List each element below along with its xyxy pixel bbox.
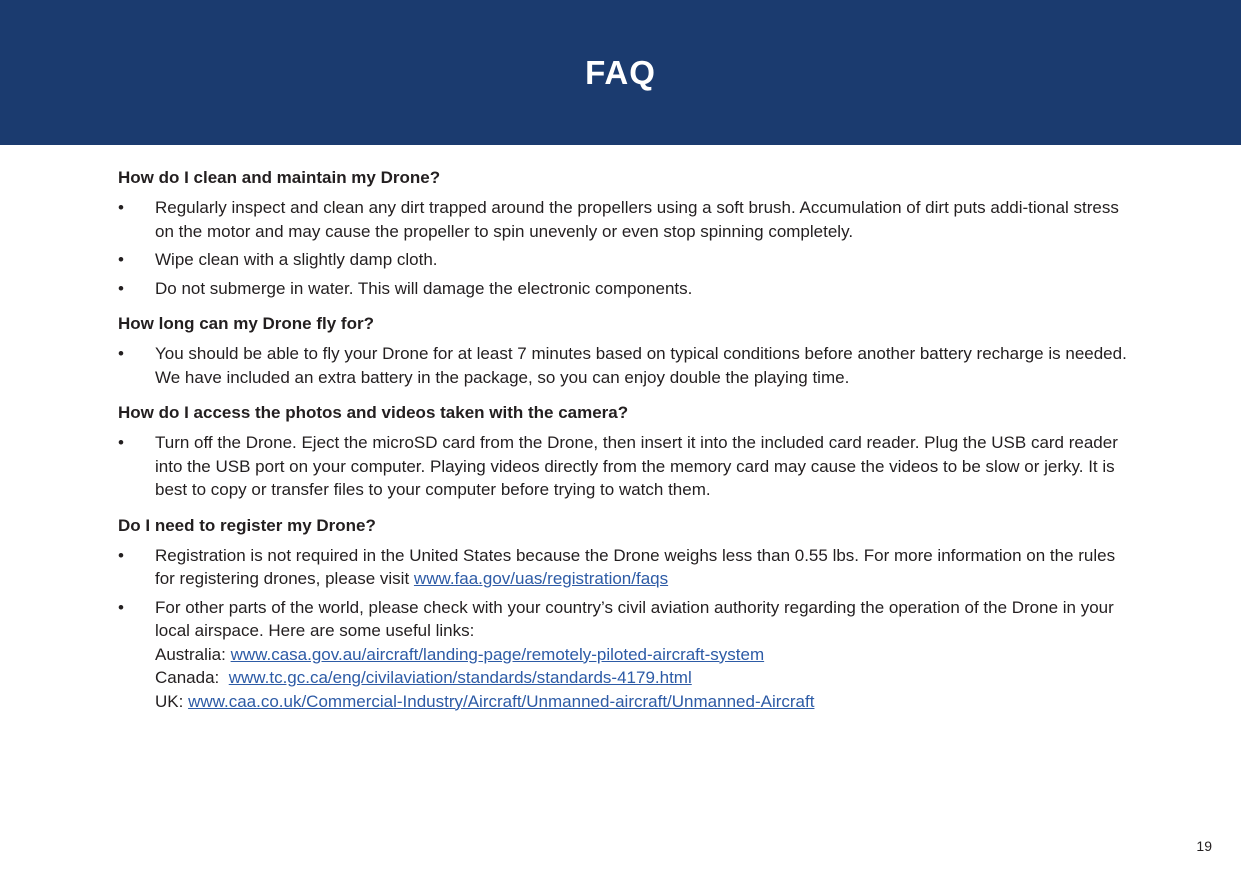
faq-question: Do I need to register my Drone?	[118, 515, 376, 535]
link-label-uk: UK:	[155, 691, 184, 711]
uk-link[interactable]: www.caa.co.uk/Commercial-Industry/Aircraft/Unmanned-aircraft/Unmanned-Aircraft	[188, 691, 815, 711]
bullet-icon: •	[118, 545, 124, 565]
faq-bullet-text: Regularly inspect and clean any dirt trapped around the propellers using a soft brush. Accumulation of dirt puts addi-tional stress on the motor and may cause the propeller to spin unevenly or even stop spinning completely.	[155, 198, 1119, 241]
bullet-icon: •	[118, 198, 124, 217]
faq-bullet	[118, 342, 1128, 389]
faq-section-clean	[118, 166, 1128, 300]
bullet-icon: •	[118, 278, 124, 298]
faq-bullet	[118, 596, 1128, 714]
faq-bullet-text: Do not submerge in water. This will damage the electronic components.	[155, 278, 693, 298]
faq-bullet	[118, 196, 1128, 243]
faq-question: How do I access the photos and videos taken with the camera?	[118, 403, 629, 422]
faq-section-flight-time	[118, 312, 1128, 389]
canada-link[interactable]: www.tc.gc.ca/eng/civilaviation/standards/standards-4179.html	[228, 668, 692, 687]
faq-section-register	[118, 514, 1128, 714]
link-label-australia: Australia:	[155, 644, 226, 664]
bullet-icon: •	[118, 250, 124, 269]
faq-bullet	[118, 277, 1128, 301]
page-title: FAQ	[585, 53, 656, 91]
faq-answer-list	[118, 544, 1128, 714]
faq-bullet-text: Turn off the Drone. Eject the microSD card from the Drone, then insert it into the included card reader. Plug the USB card reader into the USB port on your computer. Playing videos directly from the memory card may cause the videos to be slow or jerky. It is best to copy or transfer files to your computer before trying to watch them.	[155, 433, 1118, 499]
header-banner	[0, 0, 1241, 145]
faq-bullet-text: For other parts of the world, please check with your country’s civil aviation authority regarding the operation of the Drone in your local airspace. Here are some useful links:	[155, 597, 1114, 640]
bullet-icon: •	[118, 597, 124, 617]
faq-bullet-text: You should be able to fly your Drone for at least 7 minutes based on typical conditions before another battery recharge is needed. We have included an extra battery in the package, so you can enjoy double the playing time.	[155, 344, 1127, 387]
faq-bullet	[118, 248, 1128, 272]
faq-answer-list	[118, 342, 1128, 389]
bullet-icon: •	[118, 433, 124, 452]
page-number: 19	[1196, 838, 1212, 854]
faq-question: How do I clean and maintain my Drone?	[118, 168, 441, 187]
bullet-icon: •	[118, 344, 124, 363]
faa-registration-link[interactable]: www.faa.gov/uas/registration/faqs	[413, 569, 669, 588]
faq-question: How long can my Drone fly for?	[118, 314, 374, 333]
faq-answer-list	[118, 196, 1128, 300]
faq-bullet-text: Wipe clean with a slightly damp cloth.	[155, 250, 438, 269]
faq-bullet-text: Registration is not required in the United States because the Drone weighs less than 0.55 lbs. For more information on the rules for registering drones, please visit	[155, 545, 1116, 588]
faq-bullet	[118, 431, 1128, 502]
australia-link[interactable]: www.casa.gov.au/aircraft/landing-page/remotely-piloted-aircraft-system	[230, 644, 765, 664]
faq-answer-list	[118, 431, 1128, 502]
link-label-canada: Canada:	[155, 668, 220, 687]
faq-content	[118, 166, 1128, 725]
faq-section-photos	[118, 401, 1128, 502]
faq-bullet	[118, 544, 1128, 591]
